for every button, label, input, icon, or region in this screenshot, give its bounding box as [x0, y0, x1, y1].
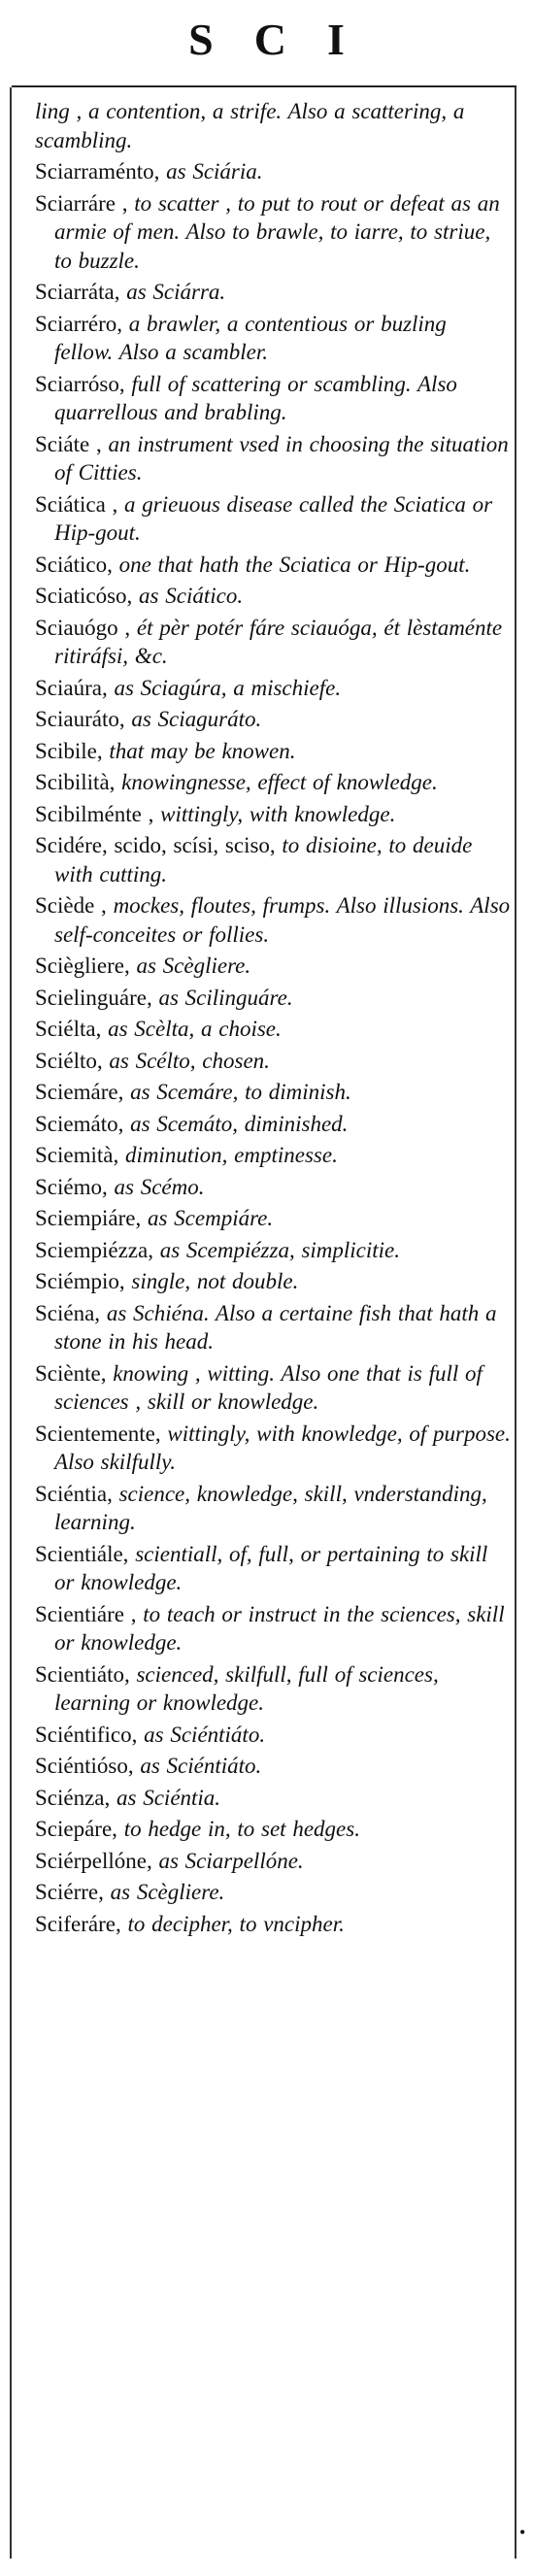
- entry-headword: Sciaticóso,: [35, 584, 133, 608]
- dictionary-entry: [35, 737, 511, 766]
- entry-headword: Scientemente,: [35, 1421, 161, 1446]
- dictionary-entry: [35, 891, 511, 949]
- dictionary-entry: [35, 1815, 511, 1844]
- entry-definition: as Scemáto, diminished.: [130, 1111, 349, 1136]
- entry-definition: as Sciária.: [166, 159, 263, 184]
- entry-definition: as Scempiáre.: [147, 1206, 274, 1230]
- entry-definition: ling , a contention, a strife. Also a scattering, a scambling.: [35, 99, 465, 152]
- entry-headword: Sciaúra,: [35, 675, 108, 700]
- entry-headword: Scientiále,: [35, 1541, 129, 1566]
- dictionary-entry: [35, 614, 511, 671]
- entry-headword: Sciarréro,: [35, 311, 123, 336]
- entry-definition: as Sciagúra, a mischiefe.: [114, 675, 342, 700]
- entry-definition: science, knowledge, skill, vnderstanding, learning.: [54, 1481, 487, 1534]
- dictionary-entry: [35, 189, 511, 276]
- entry-definition: wittingly, with knowledge, of purpose. Also skilfully.: [54, 1421, 511, 1474]
- entry-headword: Sciélto,: [35, 1048, 103, 1073]
- entry-headword: Sciauráto,: [35, 707, 125, 731]
- dictionary-entry: [35, 97, 511, 154]
- dictionary-entry: [35, 831, 511, 888]
- entry-headword: Sciénza,: [35, 1785, 111, 1810]
- dictionary-entry: [35, 582, 511, 611]
- entry-headword: Sciempiáre,: [35, 1206, 142, 1230]
- entry-list: [35, 97, 511, 1941]
- dictionary-entry: [35, 1600, 511, 1657]
- dictionary-entry: [35, 1540, 511, 1597]
- dictionary-entry: [35, 1420, 511, 1477]
- entry-definition: mockes, floutes, frumps. Also illusions. Also self-conceites or follies.: [54, 893, 511, 947]
- dictionary-entry: [35, 1236, 511, 1265]
- entry-headword: Sciarráre ,: [35, 190, 128, 216]
- entry-headword: Sciática ,: [35, 491, 118, 517]
- entry-definition: as Scémo.: [114, 1174, 205, 1199]
- entry-headword: Sciélta,: [35, 1017, 102, 1041]
- entry-definition: an instrument vsed in choosing the situation of Citties.: [54, 431, 509, 485]
- entry-definition: as Scègliere.: [110, 1880, 225, 1904]
- dictionary-entry: [35, 490, 511, 548]
- page-mark: •: [519, 2523, 526, 2542]
- entry-headword: Sciérre,: [35, 1880, 104, 1904]
- dictionary-entry: [35, 984, 511, 1013]
- dictionary-entry: [35, 952, 511, 981]
- entry-definition: one that hath the Sciatica or Hip-gout.: [118, 552, 471, 577]
- page-header: SCI: [188, 15, 385, 64]
- dictionary-entry: [35, 278, 511, 307]
- entry-headword: Sciènte,: [35, 1360, 107, 1386]
- column-border-right: [515, 87, 516, 2559]
- entry-definition: knowing , witting. Also one that is full of sciences , skill or knowledge.: [54, 1360, 483, 1414]
- dictionary-entry: [35, 1204, 511, 1233]
- entry-definition: as Sciéntiáto.: [140, 1754, 262, 1778]
- entry-headword: Sciarráta,: [35, 280, 120, 304]
- entry-definition: as Sciéntiáto.: [144, 1722, 266, 1747]
- entry-definition: full of scattering or scambling. Also quarrellous and brabling.: [54, 371, 457, 424]
- dictionary-entry: [35, 705, 511, 734]
- dictionary-entry: [35, 1015, 511, 1044]
- column-border-left: [10, 87, 12, 2559]
- entry-definition: as Sciarpellóne.: [158, 1848, 304, 1873]
- entry-headword: Scidére, scido, scísi, sciso,: [35, 833, 276, 857]
- entry-definition: as Scélto, chosen.: [109, 1048, 270, 1073]
- entry-definition: as Scègliere.: [136, 953, 251, 978]
- entry-headword: Sciemáre,: [35, 1080, 124, 1104]
- entry-headword: Scientiáre ,: [35, 1601, 137, 1626]
- header-rule: [12, 85, 516, 87]
- dictionary-entry: [35, 1721, 511, 1750]
- entry-headword: Sciémo,: [35, 1174, 108, 1199]
- dictionary-entry: [35, 1267, 511, 1296]
- dictionary-entry: [35, 1078, 511, 1107]
- entry-definition: as Scèlta, a choise.: [108, 1017, 282, 1041]
- entry-headword: Sciarraménto,: [35, 159, 160, 184]
- entry-headword: Scibilménte ,: [35, 801, 154, 826]
- entry-definition: to teach or instruct in the sciences, skill or knowledge.: [54, 1601, 505, 1655]
- entry-definition: knowingnesse, effect of knowledge.: [121, 770, 438, 794]
- entry-headword: Scibile,: [35, 738, 103, 763]
- dictionary-entry: [35, 1141, 511, 1170]
- entry-definition: as Sciéntia.: [117, 1785, 221, 1810]
- dictionary-entry: [35, 1480, 511, 1537]
- dictionary-entry: [35, 1847, 511, 1876]
- entry-definition: as Sciaguráto.: [131, 707, 262, 731]
- entry-headword: Sciéntifico,: [35, 1722, 138, 1747]
- entry-definition: ét pèr potér fáre sciauóga, ét lèstaménte ritiráfsi, &c.: [54, 615, 503, 668]
- entry-definition: as Sciático.: [139, 584, 244, 608]
- dictionary-entry: [35, 768, 511, 797]
- dictionary-entry: [35, 1752, 511, 1781]
- entry-definition: a brawler, a contentious or buzling fellow. Also a scambler.: [54, 311, 447, 364]
- dictionary-entry: [35, 310, 511, 367]
- entry-definition: diminution, emptinesse.: [124, 1143, 338, 1167]
- dictionary-entry: [35, 157, 511, 186]
- entry-headword: Sciède ,: [35, 893, 107, 918]
- entry-definition: as Scemáre, to diminish.: [130, 1080, 351, 1104]
- entry-definition: to hedge in, to set hedges.: [123, 1817, 360, 1841]
- entry-definition: to disioine, to deuide with cutting.: [54, 833, 473, 887]
- entry-headword: Scientiáto,: [35, 1661, 130, 1687]
- entry-headword: Sciègliere,: [35, 953, 130, 978]
- dictionary-entry: [35, 1047, 511, 1076]
- entry-headword: Sciemáto,: [35, 1111, 124, 1136]
- dictionary-entry: [35, 800, 511, 829]
- dictionary-entry: [35, 1299, 511, 1356]
- entry-definition: a grieuous disease called the Sciatica or Hip-gout.: [54, 491, 493, 545]
- entry-definition: scienced, skilfull, full of sciences, learning or knowledge.: [54, 1661, 439, 1715]
- dictionary-entry: [35, 430, 511, 487]
- entry-definition: that may be knowen.: [109, 738, 296, 763]
- entry-headword: Sciempiézza,: [35, 1237, 153, 1262]
- dictionary-entry: [35, 1359, 511, 1417]
- entry-headword: Sciferáre,: [35, 1911, 121, 1936]
- entry-definition: wittingly, with knowledge.: [160, 801, 396, 826]
- dictionary-entry: [35, 1784, 511, 1813]
- entry-headword: Sciéntia,: [35, 1481, 113, 1506]
- entry-definition: as Scilinguáre.: [158, 985, 293, 1010]
- entry-definition: as Sciárra.: [126, 280, 226, 304]
- entry-headword: Sciarróso,: [35, 371, 125, 396]
- entry-definition: as Scempiézza, simplicitie.: [159, 1237, 401, 1262]
- entry-headword: Sciemità,: [35, 1143, 119, 1167]
- dictionary-entry: [35, 1660, 511, 1718]
- entry-headword: Sciérpellóne,: [35, 1848, 152, 1873]
- entry-headword: Sciéntióso,: [35, 1754, 134, 1778]
- dictionary-entry: [35, 370, 511, 427]
- entry-definition: scientiall, of, full, or pertaining to skill or knowledge.: [54, 1541, 488, 1594]
- dictionary-entry: [35, 674, 511, 703]
- dictionary-entry: [35, 551, 511, 580]
- entry-headword: Scibilità,: [35, 770, 116, 794]
- entry-headword: Sciauógo ,: [35, 615, 131, 640]
- entry-definition: to scatter , to put to rout or defeat as an armie of men. Also to brawle, to iarre, to striue, to buzzle.: [54, 190, 500, 273]
- entry-definition: single, not double.: [131, 1269, 299, 1293]
- entry-headword: Sciático,: [35, 552, 113, 577]
- entry-headword: Scielinguáre,: [35, 985, 152, 1010]
- dictionary-entry: [35, 1878, 511, 1907]
- entry-headword: Sciémpio,: [35, 1269, 125, 1293]
- dictionary-entry: [35, 1110, 511, 1139]
- entry-definition: as Schiéna. Also a certaine fish that hath a stone in his head.: [54, 1300, 497, 1354]
- entry-headword: Sciéna,: [35, 1300, 101, 1325]
- entry-definition: to decipher, to vncipher.: [127, 1911, 345, 1936]
- entry-headword: Sciepáre,: [35, 1817, 117, 1841]
- entry-headword: Sciáte ,: [35, 431, 102, 456]
- dictionary-entry: [35, 1910, 511, 1939]
- dictionary-entry: [35, 1173, 511, 1202]
